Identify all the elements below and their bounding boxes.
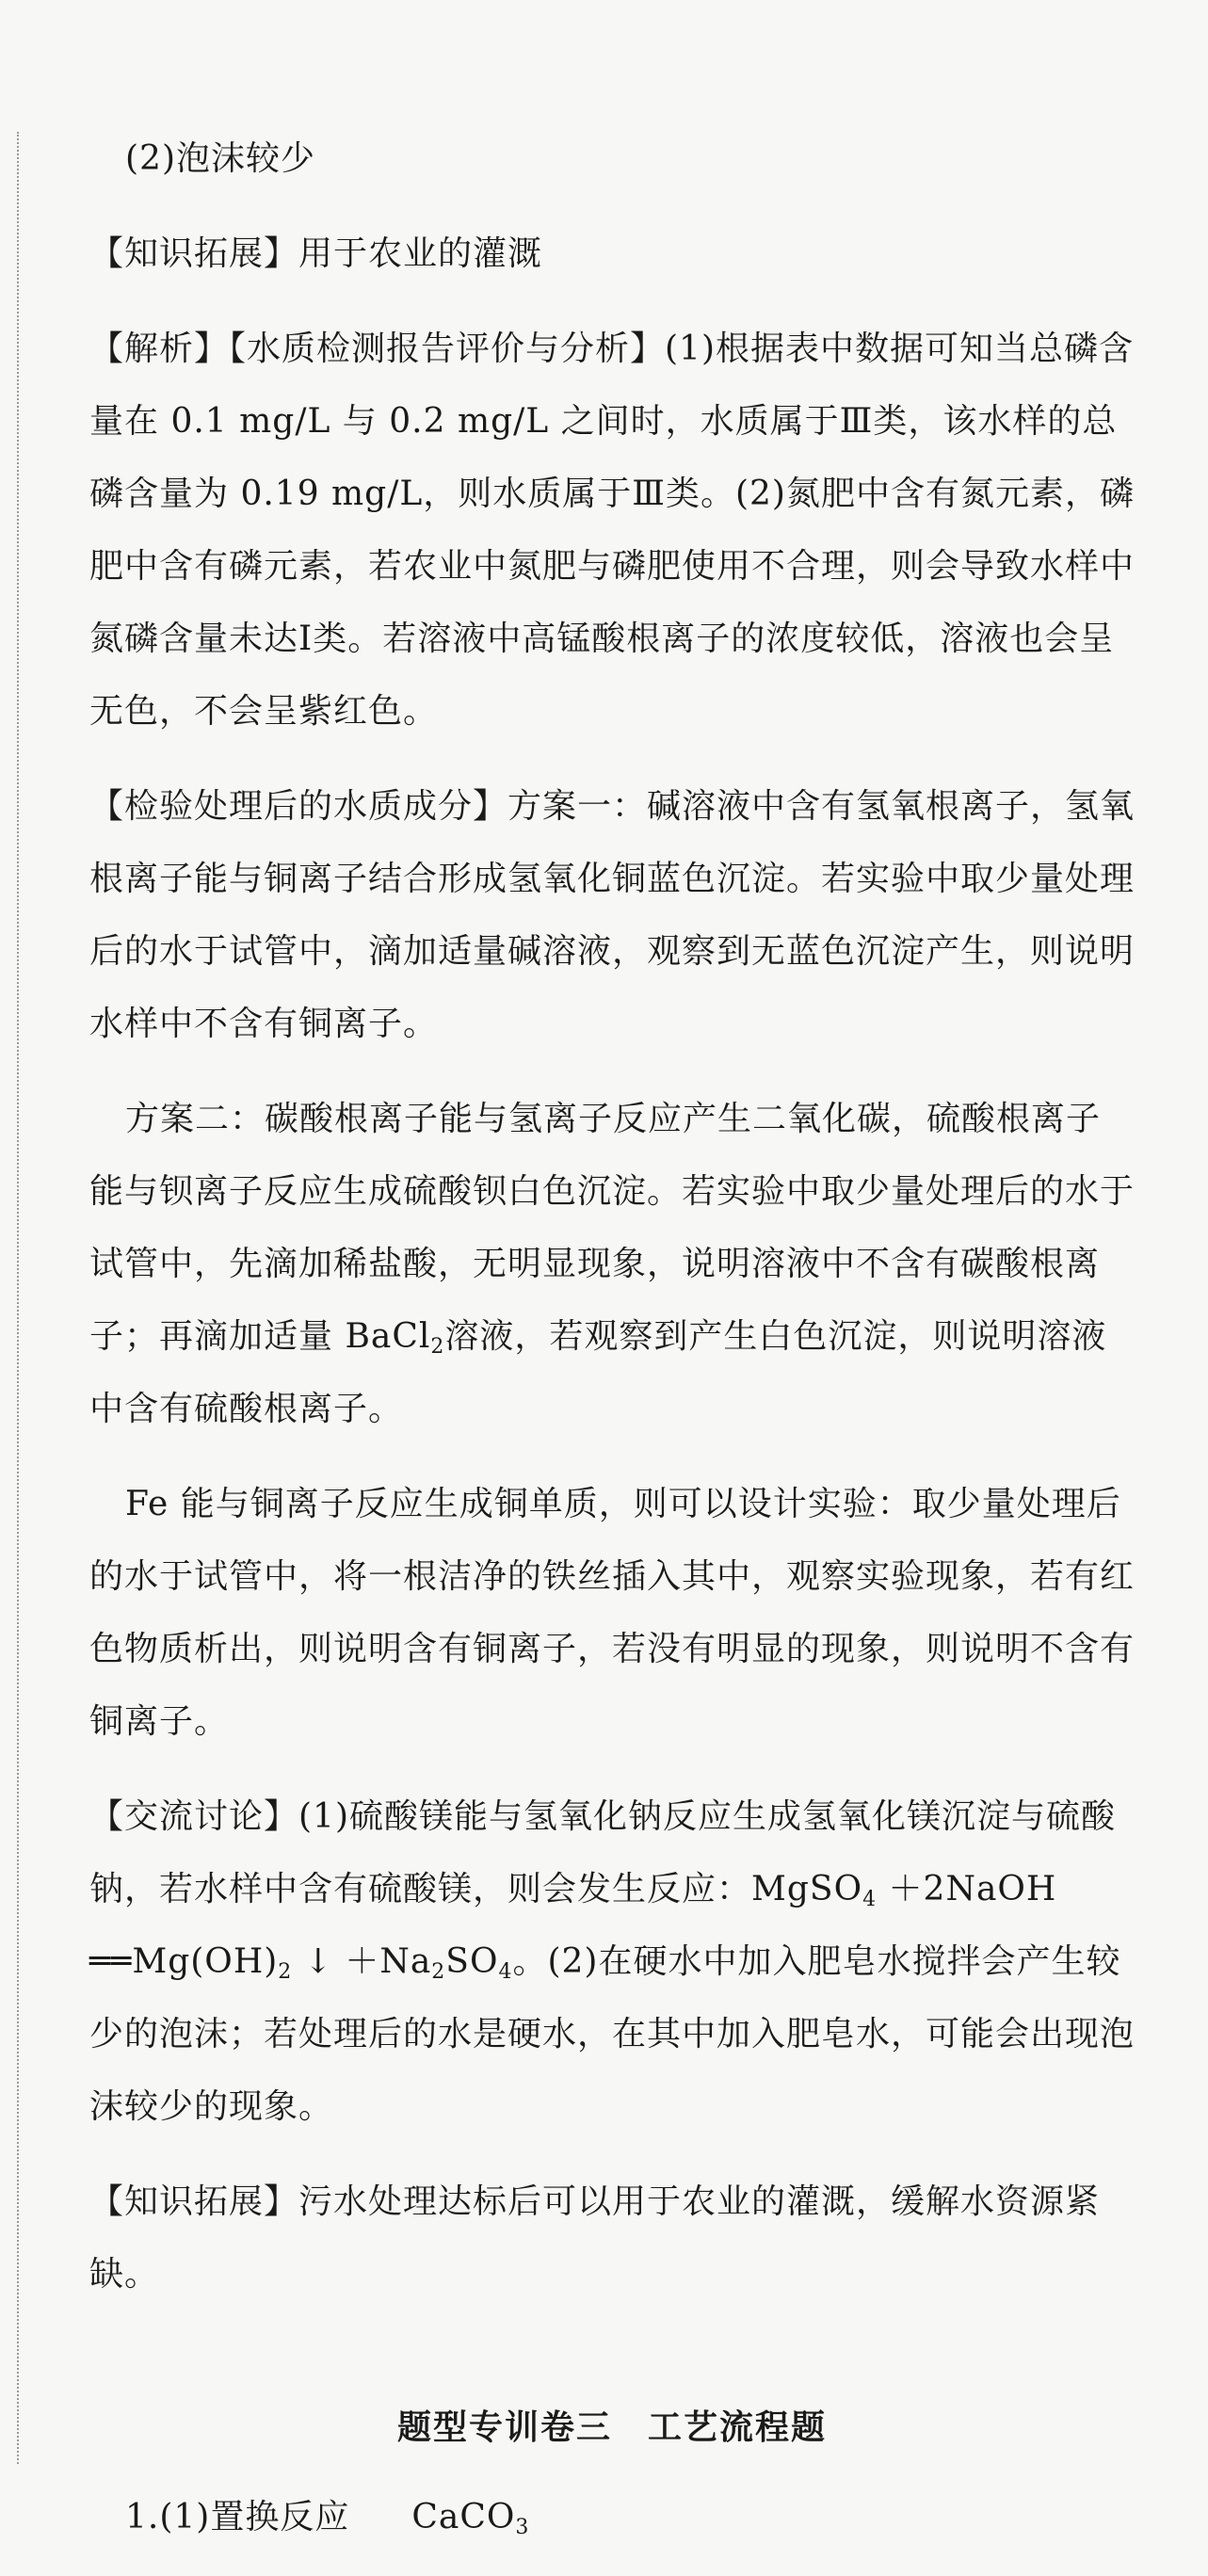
discussion-paragraph (89, 1780, 1135, 2143)
answer-line-2-2: (2)泡沫较少 (125, 139, 315, 178)
discussion-sub-3: 2 (431, 1960, 446, 1984)
section-title: 题型专训卷三 工艺流程题 (396, 2408, 827, 2447)
plan-two-subscript: 2 (430, 1335, 445, 1359)
analysis-paragraph: 【解析】【水质检测报告评价与分析】(1)根据表中数据可知当总磷含量在 0.1 mg/L 与 0.2 mg/L 之间时，水质属于Ⅲ类，该水样的总磷含量为 0.19 mg/L，则水质属于Ⅲ类。(2)氮肥中含有氮元素，磷肥中含有磷元素，若农业中氮肥与磷肥使用不合理，则会导致水样中氮磷含量未达Ⅰ类。若溶液中高锰酸根离子的浓度较低，溶液也会呈无色，不会呈紫红色。 (89, 330, 1136, 731)
binding-margin-rule (17, 132, 19, 2464)
knowledge-extension-short: 【知识拓展】用于农业的灌溉 (89, 234, 543, 273)
discussion-text-d: SO (445, 1942, 499, 1981)
discussion-sub-4: 4 (498, 1960, 513, 1984)
answer-content (89, 122, 1135, 2576)
test-plan-one-paragraph: 【检验处理后的水质成分】方案一：碱溶液中含有氢氧根离子，氢氧根离子能与铜离子结合形成氢氧化铜蓝色沉淀。若实验中取少量处理后的水于试管中，滴加适量碱溶液，观察到无蓝色沉淀产生，则说明水样中不含有铜离子。 (89, 787, 1136, 1043)
iron-experiment-paragraph: Fe 能与铜离子反应生成铜单质，则可以设计实验：取少量处理后的水于试管中，将一根洁净的铁丝插入其中，观察实验现象，若有红色物质析出，则说明含有铜离子，若没有明显的现象，则说明不含有铜离子。 (89, 1485, 1136, 1741)
discussion-text-a: 【交流讨论】(1)硫酸镁能与氢氧化钠反应生成氢氧化镁沉淀与硫酸钠，若水样中含有硫酸镁，则会发生反应：MgSO (89, 1797, 1116, 1908)
discussion-sub-2: 2 (278, 1960, 293, 1984)
plan-two-text-b: 溶液，若观察到产生白色沉淀，则说明溶液中含有硫酸根离子。 (89, 1317, 1107, 1428)
answer-1-1-formula-sub: 3 (515, 2516, 530, 2539)
test-plan-two-paragraph (89, 1083, 1135, 1445)
discussion-text-b: ＋2NaOH ══Mg(OH) (89, 1870, 1057, 1981)
plan-two-text-a: 方案二：碳酸根离子能与氢离子反应产生二氧化碳，硫酸根离子能与钡离子反应生成硫酸钡白色沉淀。若实验中取少量处理后的水于试管中，先滴加稀盐酸，无明显现象，说明溶液中不含有碳酸根离子；再滴加适量 BaCl (89, 1100, 1136, 1356)
answer-1-1-formula: CaCO (411, 2498, 516, 2536)
discussion-text-c: ↓ ＋Na (292, 1942, 432, 1981)
discussion-sub-1: 4 (862, 1888, 878, 1911)
discussion-text-e: 。(2)在硬水中加入肥皂水搅拌会产生较少的泡沫；若处理后的水是硬水，在其中加入肥皂水，可能会出现泡沫较少的现象。 (89, 1942, 1136, 2126)
knowledge-extension-paragraph: 【知识拓展】污水处理达标后可以用于农业的灌溉，缓解水资源紧缺。 (89, 2182, 1101, 2294)
answer-1-1-label: 1.(1)置换反应 (125, 2498, 350, 2536)
answer-1-1 (89, 2481, 1135, 2553)
